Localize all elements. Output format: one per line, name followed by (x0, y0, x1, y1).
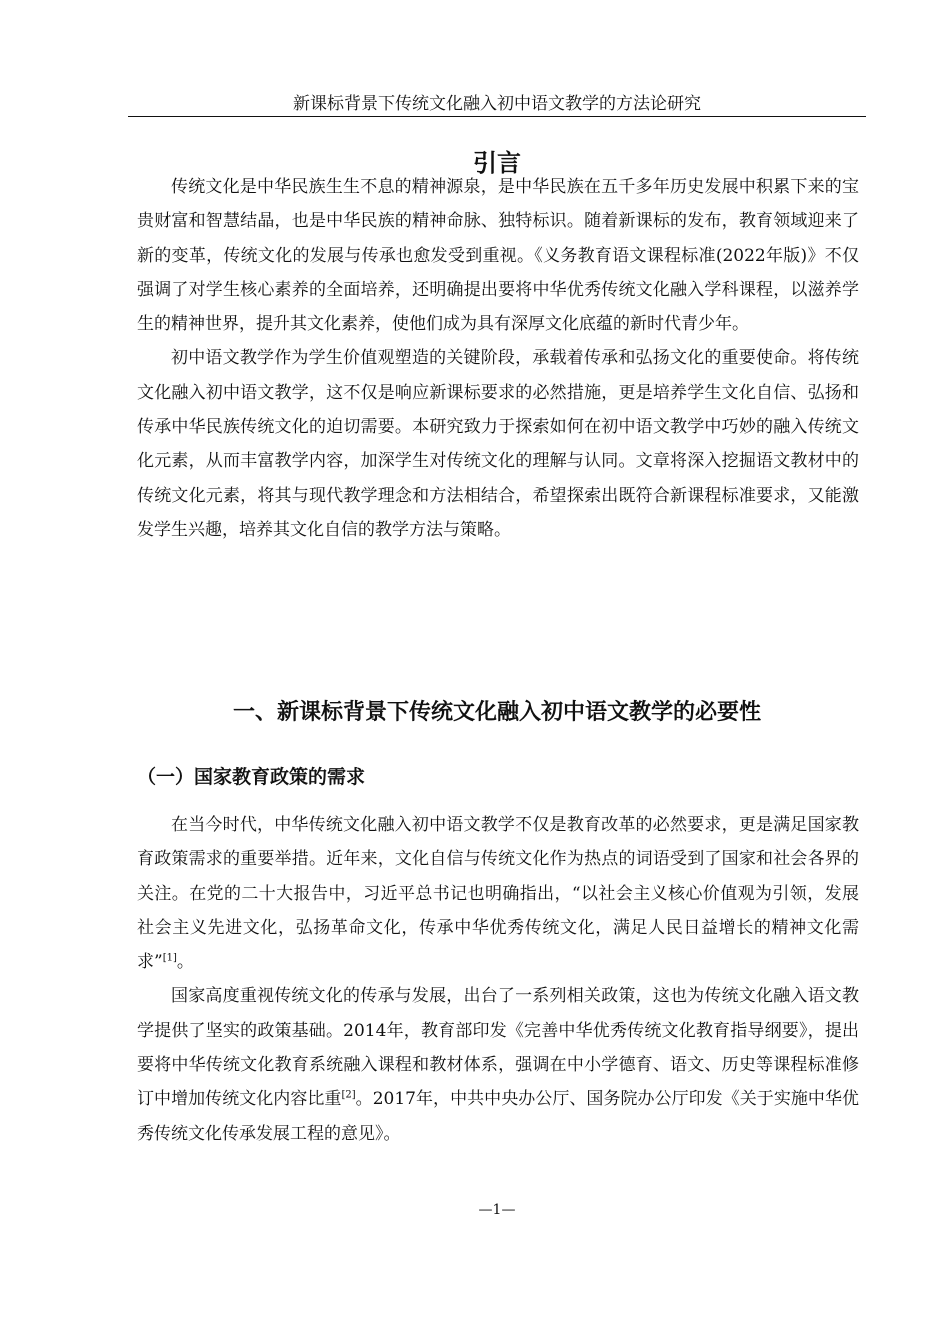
paragraph-end: 。2017年，中共中央办公厅、国务院办公厅印发《关于实施中华优秀传统文化传承发展工程的意见》。 (137, 1089, 859, 1144)
running-header: 新课标背景下传统文化融入初中语文教学的方法论研究 (293, 94, 701, 114)
header-rule (128, 116, 866, 117)
subsection-body (137, 808, 859, 1151)
intro-paragraph-2: 初中语文教学作为学生价值观塑造的关键阶段，承载着传承和弘扬文化的重要使命。将传统文化融入初中语文教学，这不仅是响应新课标要求的必然措施，更是培养学生文化自信、弘扬和传承中华民族传统文化的迫切需要。本研究致力于探索如何在初中语文教学中巧妙的融入传统文化元素，从而丰富教学内容，加深学生对传统文化的理解与认同。文章将深入挖掘语文教材中的传统文化元素，将其与现代教学理念和方法相结合，希望探索出既符合新课程标准要求，又能激发学生兴趣，培养其文化自信的教学方法与策略。 (137, 348, 859, 540)
intro-section (137, 170, 859, 547)
page-number: —1— (478, 1202, 516, 1218)
citation-ref: [1] (162, 952, 177, 964)
page-title: 引言 (473, 149, 521, 177)
body-paragraph-1 (137, 808, 859, 979)
paragraph-text: 在当今时代，中华传统文化融入初中语文教学不仅是教育改革的必然要求，更是满足国家教育政策需求的重要举措。近年来，文化自信与传统文化作为热点的词语受到了国家和社会各界的关注。在党的二十大报告中，习近平总书记也明确指出，“以社会主义核心价值观为引领，发展社会主义先进文化，弘扬革命文化，传承中华优秀传统文化，满足人民日益增长的精神文化需求” (137, 815, 859, 973)
subsection-heading: （一）国家教育政策的需求 (137, 766, 366, 788)
section-heading: 一、新课标背景下传统文化融入初中语文教学的必要性 (232, 700, 761, 725)
intro-paragraph-1: 传统文化是中华民族生生不息的精神源泉，是中华民族在五千多年历史发展中积累下来的宝贵财富和智慧结晶，也是中华民族的精神命脉、独特标识。随着新课标的发布，教育领域迎来了新的变革，传统文化的发展与传承也愈发受到重视。《义务教育语文课程标准(2022年版)》不仅强调了对学生核心素养的全面培养，还明确提出要将中华优秀传统文化融入学科课程，以滋养学生的精神世界，提升其文化素养，使他们成为具有深厚文化底蕴的新时代青少年。 (137, 177, 859, 335)
paragraph-end: 。 (176, 952, 194, 973)
citation-ref: [2] (341, 1089, 356, 1101)
paragraph-text: 国家高度重视传统文化的传承与发展，出台了一系列相关政策，这也为传统文化融入语文教学提供了坚实的政策基础。2014年，教育部印发《完善中华优秀传统文化教育指导纲要》，提出要将中华传统文化教育系统融入课程和教材体系，强调在中小学德育、语文、历史等课程标准修订中增加传统文化内容比重 (137, 986, 859, 1110)
body-paragraph-2 (137, 979, 859, 1150)
